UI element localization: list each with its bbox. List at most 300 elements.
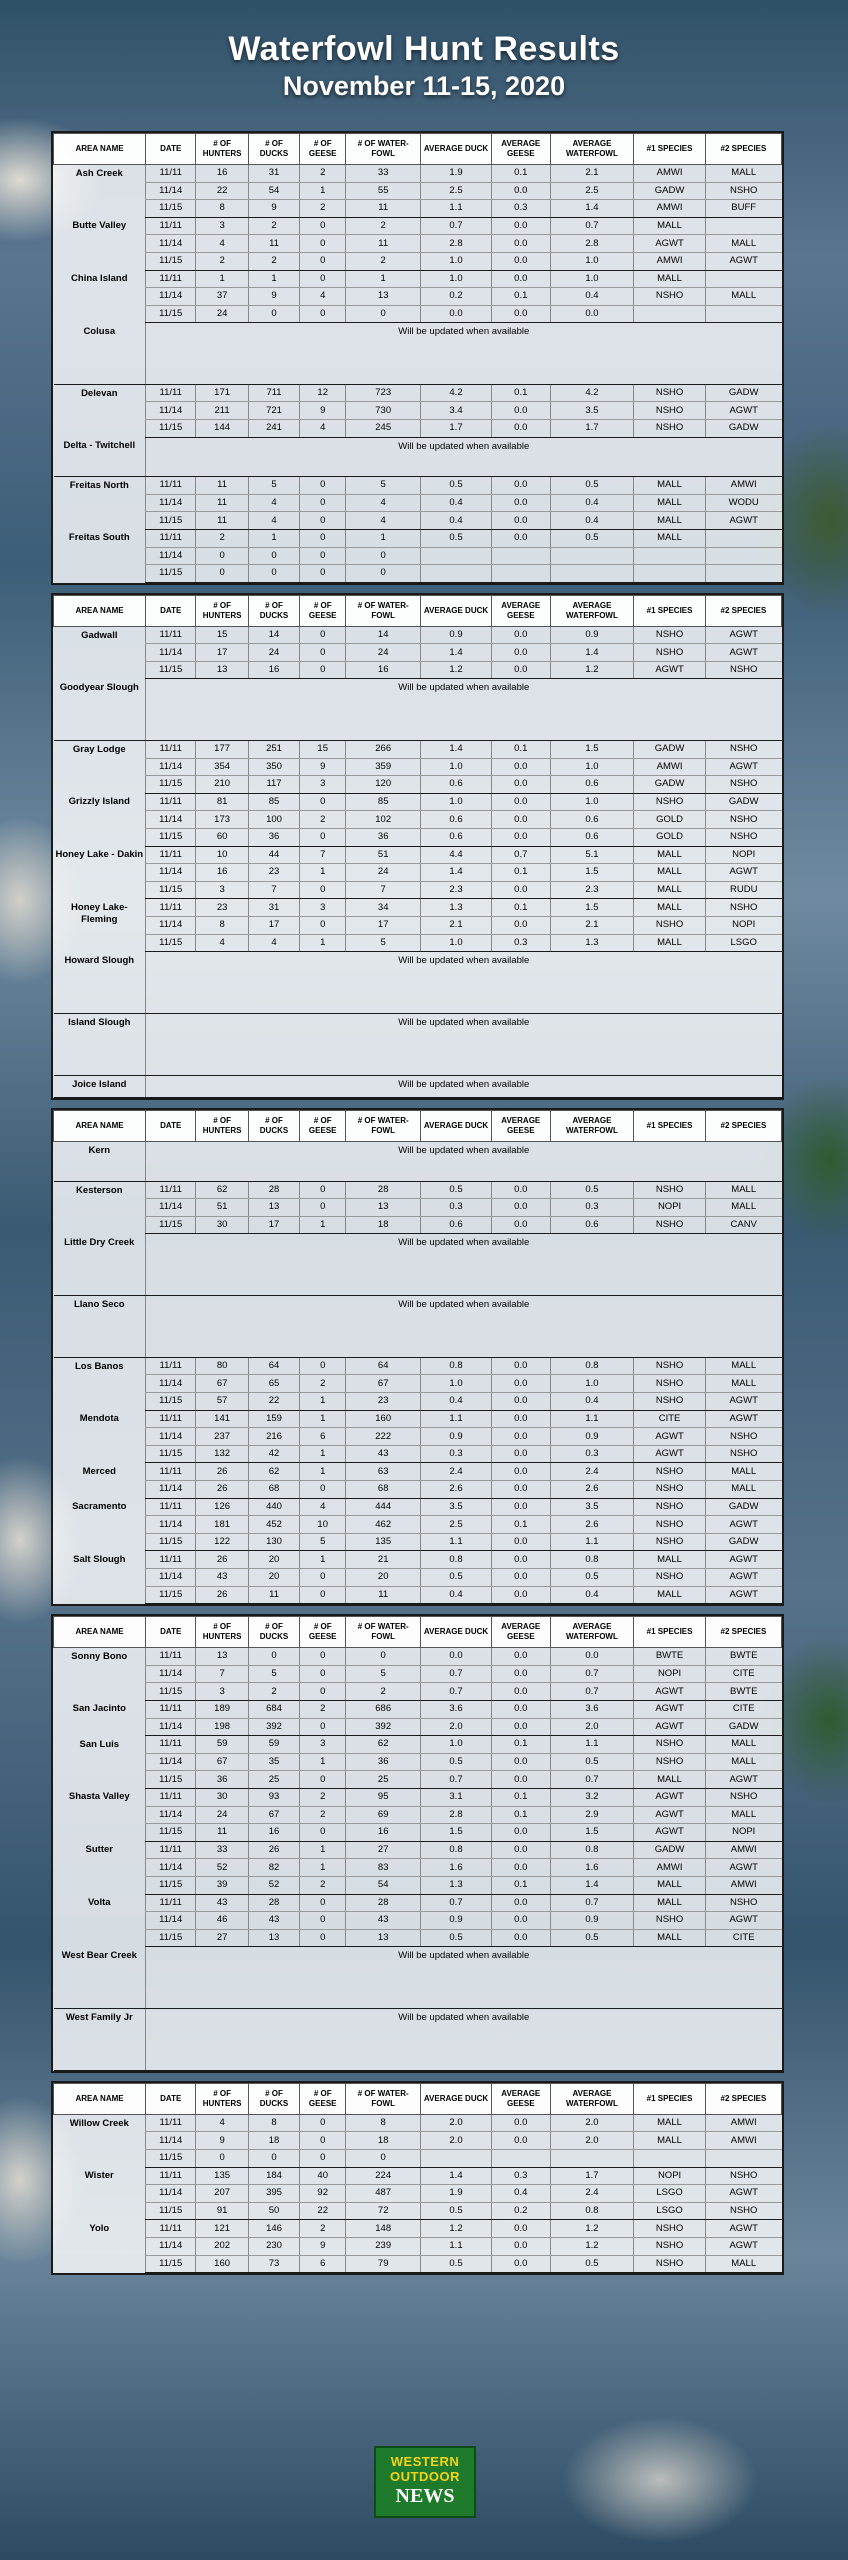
table-cell: 0.5 <box>550 1753 634 1771</box>
table-cell: 11/14 <box>146 547 196 565</box>
table-cell: 16 <box>248 1824 299 1842</box>
table-cell: 72 <box>346 2202 421 2220</box>
table-cell: 5 <box>346 934 421 952</box>
table-cell <box>421 2149 492 2167</box>
table-cell: 0 <box>300 661 346 679</box>
table-cell: 33 <box>196 1841 248 1859</box>
table-row <box>54 2149 782 2167</box>
table-cell: NSHO <box>634 1569 706 1587</box>
table-row <box>54 934 782 952</box>
pending-note: Will be updated when available <box>146 437 782 477</box>
table-cell: NOPI <box>634 1199 706 1217</box>
table-cell: 36 <box>346 828 421 846</box>
table-cell: 11/15 <box>146 881 196 899</box>
table-row <box>54 2114 782 2132</box>
table-row <box>54 1428 782 1446</box>
table-cell: 0.0 <box>491 1498 550 1516</box>
table-cell: 210 <box>196 776 248 794</box>
table-cell: 2.0 <box>550 1718 634 1736</box>
table-cell: AGWT <box>705 2237 781 2255</box>
table-cell: 2.0 <box>550 2132 634 2150</box>
column-header: AVERAGE GEESE <box>491 1110 550 1141</box>
table-row <box>54 864 782 882</box>
table-row <box>54 1841 782 1859</box>
logo-line-3: NEWS <box>395 2485 455 2507</box>
table-cell: 0.7 <box>550 1683 634 1701</box>
table-cell: 1.0 <box>550 793 634 811</box>
table-cell: 11 <box>346 235 421 253</box>
table-cell: 0.0 <box>491 1586 550 1604</box>
table-cell: 0.5 <box>421 2255 492 2273</box>
table-row <box>54 1357 782 1375</box>
table-cell: CITE <box>634 1410 706 1428</box>
table-cell: RUDU <box>705 881 781 899</box>
table-cell: 62 <box>346 1736 421 1754</box>
table-cell: 1.7 <box>421 420 492 438</box>
table-cell: 43 <box>346 1445 421 1463</box>
results-table <box>53 133 782 583</box>
area-name: Island Slough <box>54 1013 146 1075</box>
table-cell: NSHO <box>634 1181 706 1199</box>
column-header: # OF DUCKS <box>248 1110 299 1141</box>
table-cell: 13 <box>248 1929 299 1947</box>
table-row <box>54 2008 782 2070</box>
table-cell: LSGO <box>634 2202 706 2220</box>
table-cell: 0.0 <box>550 1648 634 1666</box>
table-cell: CITE <box>705 1929 781 1947</box>
table-cell: 24 <box>248 644 299 662</box>
table-cell: AGWT <box>634 1428 706 1446</box>
area-name: San Luis <box>79 1738 120 1750</box>
table-cell: 30 <box>196 1216 248 1234</box>
table-cell: 216 <box>248 1428 299 1446</box>
table-cell: 22 <box>248 1393 299 1411</box>
table-cell: 0.5 <box>550 1929 634 1947</box>
table-cell: AGWT <box>634 1718 706 1736</box>
table-row <box>54 1498 782 1516</box>
table-row <box>54 1824 782 1842</box>
table-cell: 8 <box>196 916 248 934</box>
table-cell: MALL <box>634 477 706 495</box>
table-cell: 22 <box>300 2202 346 2220</box>
table-cell: MALL <box>634 270 706 288</box>
table-cell: 0.4 <box>550 288 634 306</box>
table-cell: 0.6 <box>550 1216 634 1234</box>
table-cell: 0.1 <box>491 740 550 758</box>
table-cell <box>550 565 634 583</box>
table-cell: 0 <box>300 1771 346 1789</box>
table-cell: 81 <box>196 793 248 811</box>
table-cell: 3 <box>300 776 346 794</box>
table-cell: 51 <box>196 1199 248 1217</box>
table-cell: 0.9 <box>421 626 492 644</box>
table-cell: 0 <box>300 547 346 565</box>
table-cell: 0.0 <box>491 1648 550 1666</box>
table-cell: 2.1 <box>550 165 634 183</box>
table-row <box>54 811 782 829</box>
table-cell: MALL <box>634 2132 706 2150</box>
table-cell: 684 <box>248 1700 299 1718</box>
table-cell: 11/11 <box>146 2167 196 2185</box>
table-cell: 2.4 <box>550 2185 634 2203</box>
table-cell: 711 <box>248 384 299 402</box>
pending-note: Will be updated when available <box>146 1013 782 1075</box>
table-cell: 0 <box>300 2114 346 2132</box>
page-subtitle: November 11-15, 2020 <box>282 71 566 101</box>
table-cell: 144 <box>196 420 248 438</box>
table-cell: AGWT <box>705 2185 781 2203</box>
table-cell: GADW <box>705 1498 781 1516</box>
table-cell: 92 <box>300 2185 346 2203</box>
table-cell: AMWI <box>634 165 706 183</box>
table-cell: 198 <box>196 1718 248 1736</box>
table-cell: 1.4 <box>550 200 634 218</box>
pending-note: Will be updated when available <box>146 952 782 1014</box>
column-header: #2 SPECIES <box>705 2083 781 2114</box>
table-cell: 1.9 <box>421 2185 492 2203</box>
column-header: # OF WATER-FOWL <box>346 1110 421 1141</box>
table-cell: 0.8 <box>550 2202 634 2220</box>
column-header: AVERAGE DUCK <box>421 595 492 626</box>
table-header-row <box>54 1110 782 1141</box>
table-cell: 11/11 <box>146 529 196 547</box>
table-cell: 11/14 <box>146 1753 196 1771</box>
table-cell: 2.8 <box>421 235 492 253</box>
table-cell: 11/11 <box>146 1410 196 1428</box>
table-cell: 1.2 <box>550 2237 634 2255</box>
table-cell: 11/14 <box>146 811 196 829</box>
table-cell: 11/15 <box>146 305 196 323</box>
area-name: Freitas South <box>68 532 130 544</box>
table-cell: 0.0 <box>491 1375 550 1393</box>
table-row <box>54 1718 782 1736</box>
table-cell: 0 <box>300 828 346 846</box>
table-row <box>54 1533 782 1551</box>
table-row <box>54 1648 782 1666</box>
table-row <box>54 2237 782 2255</box>
table-cell: 35 <box>248 1753 299 1771</box>
table-cell: 11/11 <box>146 1648 196 1666</box>
table-cell: MALL <box>705 1463 781 1481</box>
table-cell: 11/15 <box>146 1393 196 1411</box>
table-cell: MALL <box>634 1586 706 1604</box>
table-cell: 0.5 <box>421 477 492 495</box>
table-row <box>54 217 782 235</box>
results-tables <box>51 131 784 2283</box>
area-name: Willow Creek <box>69 2117 129 2129</box>
table-row <box>54 1569 782 1587</box>
table-cell: 3 <box>300 899 346 917</box>
results-table-block <box>51 131 784 585</box>
table-cell: 11/11 <box>146 384 196 402</box>
table-cell: 2.9 <box>550 1806 634 1824</box>
table-row <box>54 661 782 679</box>
table-cell: 686 <box>346 1700 421 1718</box>
table-cell: 64 <box>346 1357 421 1375</box>
table-cell: 11 <box>196 477 248 495</box>
table-cell: 0 <box>300 1586 346 1604</box>
table-cell: 2 <box>346 252 421 270</box>
western-outdoor-news-logo[interactable] <box>374 2446 476 2518</box>
table-cell: 2.6 <box>550 1481 634 1499</box>
table-cell: 55 <box>346 182 421 200</box>
results-table-block <box>51 2081 784 2275</box>
table-cell: 65 <box>248 1375 299 1393</box>
table-cell: 0.6 <box>421 828 492 846</box>
table-cell: 266 <box>346 740 421 758</box>
table-cell: 1.6 <box>421 1859 492 1877</box>
table-cell: 2 <box>300 2220 346 2238</box>
area-name: Kern <box>54 1141 146 1181</box>
table-row <box>54 644 782 662</box>
table-cell: 0.0 <box>491 2114 550 2132</box>
table-cell: 126 <box>196 1498 248 1516</box>
table-cell: 11/15 <box>146 934 196 952</box>
table-cell: 16 <box>248 661 299 679</box>
table-cell: MALL <box>705 1753 781 1771</box>
table-cell: 0 <box>300 626 346 644</box>
table-cell: AGWT <box>705 1393 781 1411</box>
table-cell <box>634 305 706 323</box>
table-cell: MALL <box>705 235 781 253</box>
table-cell: 0 <box>346 305 421 323</box>
table-cell: 0.5 <box>421 1753 492 1771</box>
table-cell <box>634 2149 706 2167</box>
table-cell: 13 <box>196 1648 248 1666</box>
table-cell: NSHO <box>705 1445 781 1463</box>
table-cell: AGWT <box>705 1569 781 1587</box>
table-cell: 26 <box>196 1586 248 1604</box>
table-cell: 0 <box>300 1683 346 1701</box>
table-cell: 2 <box>196 529 248 547</box>
table-cell: 0.0 <box>491 1445 550 1463</box>
column-header: AVERAGE GEESE <box>491 134 550 165</box>
table-cell: 5 <box>248 477 299 495</box>
table-row <box>54 1876 782 1894</box>
area-name: China Island <box>71 273 128 285</box>
table-cell: 51 <box>346 846 421 864</box>
table-cell: 0.5 <box>421 1929 492 1947</box>
table-cell: 4 <box>196 2114 248 2132</box>
table-cell: 0.0 <box>491 1199 550 1217</box>
table-cell: 8 <box>248 2114 299 2132</box>
table-row <box>54 1736 782 1754</box>
table-cell: 0 <box>346 2149 421 2167</box>
table-cell: AMWI <box>705 2132 781 2150</box>
table-cell: 132 <box>196 1445 248 1463</box>
table-cell: 160 <box>196 2255 248 2273</box>
table-cell: 0.1 <box>491 288 550 306</box>
table-cell: 224 <box>346 2167 421 2185</box>
table-cell: 1.5 <box>550 899 634 917</box>
table-cell: 440 <box>248 1498 299 1516</box>
table-cell: 11/14 <box>146 1516 196 1534</box>
table-cell: 0.0 <box>491 1753 550 1771</box>
table-cell: 0.0 <box>491 402 550 420</box>
column-header: DATE <box>146 134 196 165</box>
table-cell: 0 <box>300 1718 346 1736</box>
table-cell: 141 <box>196 1410 248 1428</box>
table-cell: 11/14 <box>146 1718 196 1736</box>
table-row <box>54 1516 782 1534</box>
table-cell: 159 <box>248 1410 299 1428</box>
table-cell: AGWT <box>705 512 781 530</box>
table-cell: 11 <box>196 494 248 512</box>
table-cell <box>491 565 550 583</box>
table-cell: 0.0 <box>491 2220 550 2238</box>
table-cell: 42 <box>248 1445 299 1463</box>
table-cell: 0.2 <box>491 2202 550 2220</box>
table-cell: 3.5 <box>421 1498 492 1516</box>
table-cell: 0.0 <box>491 1859 550 1877</box>
table-cell: 1.2 <box>421 2220 492 2238</box>
table-row <box>54 1141 782 1181</box>
table-cell: 0.8 <box>421 1357 492 1375</box>
table-cell: 22 <box>196 182 248 200</box>
table-cell: 11/11 <box>146 165 196 183</box>
table-cell: 28 <box>248 1894 299 1912</box>
table-row <box>54 529 782 547</box>
table-cell: NSHO <box>634 1375 706 1393</box>
table-cell <box>421 547 492 565</box>
table-cell: 36 <box>196 1771 248 1789</box>
table-cell: 11/14 <box>146 402 196 420</box>
table-cell: CANV <box>705 1216 781 1234</box>
table-row <box>54 477 782 495</box>
table-cell: 0.0 <box>491 477 550 495</box>
table-cell: 0.0 <box>491 644 550 662</box>
column-header: AVERAGE DUCK <box>421 134 492 165</box>
table-cell: 11/15 <box>146 1216 196 1234</box>
table-cell: 177 <box>196 740 248 758</box>
table-cell: 11 <box>196 512 248 530</box>
table-cell: 0 <box>248 2149 299 2167</box>
table-cell: NOPI <box>634 2167 706 2185</box>
column-header: AREA NAME <box>54 134 146 165</box>
table-cell <box>705 270 781 288</box>
table-cell: 0.6 <box>421 811 492 829</box>
table-cell: AMWI <box>705 1841 781 1859</box>
table-cell: 245 <box>346 420 421 438</box>
table-cell: 0.7 <box>550 1665 634 1683</box>
table-row <box>54 252 782 270</box>
table-cell: 0.4 <box>550 512 634 530</box>
table-cell: 241 <box>248 420 299 438</box>
table-cell: 3.1 <box>421 1788 492 1806</box>
table-row <box>54 1181 782 1199</box>
table-cell: 0.0 <box>491 2255 550 2273</box>
table-cell: 13 <box>196 661 248 679</box>
table-cell: 26 <box>196 1481 248 1499</box>
table-cell: MALL <box>705 1357 781 1375</box>
table-cell: 462 <box>346 1516 421 1534</box>
table-cell: 0.1 <box>491 1788 550 1806</box>
table-cell: 2.5 <box>550 182 634 200</box>
table-cell: 9 <box>196 2132 248 2150</box>
table-cell: 2 <box>196 252 248 270</box>
area-name: Butte Valley <box>72 220 127 232</box>
table-cell: 11 <box>346 200 421 218</box>
table-cell: 0.0 <box>491 828 550 846</box>
table-cell: 0.7 <box>421 217 492 235</box>
table-cell: AGWT <box>705 864 781 882</box>
table-cell: 5 <box>346 1665 421 1683</box>
table-cell: 11/14 <box>146 494 196 512</box>
table-cell: 1.3 <box>550 934 634 952</box>
table-cell: 10 <box>300 1516 346 1534</box>
table-cell: NSHO <box>634 384 706 402</box>
table-cell: 52 <box>248 1876 299 1894</box>
table-cell <box>705 305 781 323</box>
table-cell: 730 <box>346 402 421 420</box>
table-cell: 11/14 <box>146 2237 196 2255</box>
table-cell: 100 <box>248 811 299 829</box>
table-cell: 25 <box>248 1771 299 1789</box>
table-cell: BWTE <box>634 1648 706 1666</box>
table-cell: NSHO <box>634 1753 706 1771</box>
table-row <box>54 402 782 420</box>
table-cell: 11/14 <box>146 288 196 306</box>
table-cell: 0.6 <box>421 776 492 794</box>
table-cell: 1.6 <box>550 1859 634 1877</box>
table-cell: 0.0 <box>491 1533 550 1551</box>
table-cell: 26 <box>196 1463 248 1481</box>
table-cell: 13 <box>346 1929 421 1947</box>
table-cell: WODU <box>705 494 781 512</box>
table-cell: AGWT <box>705 2220 781 2238</box>
table-cell: 0.0 <box>491 916 550 934</box>
table-cell: MALL <box>634 881 706 899</box>
table-cell: NSHO <box>705 740 781 758</box>
table-cell: 14 <box>346 626 421 644</box>
table-cell: 43 <box>248 1912 299 1930</box>
table-cell: 11/14 <box>146 235 196 253</box>
table-cell: 11/15 <box>146 1876 196 1894</box>
table-row <box>54 182 782 200</box>
table-cell: NSHO <box>634 1516 706 1534</box>
table-cell: 1 <box>300 1410 346 1428</box>
table-cell: 2 <box>300 1375 346 1393</box>
table-cell: GADW <box>634 740 706 758</box>
table-cell: 2 <box>248 1683 299 1701</box>
table-cell: 222 <box>346 1428 421 1446</box>
table-cell: 0.9 <box>421 1912 492 1930</box>
table-cell: NSHO <box>634 793 706 811</box>
table-cell: NSHO <box>705 811 781 829</box>
area-name: Gadwall <box>81 629 118 641</box>
table-cell <box>634 565 706 583</box>
table-cell: GADW <box>705 384 781 402</box>
table-cell: NSHO <box>634 402 706 420</box>
table-cell: 2.0 <box>421 2132 492 2150</box>
table-cell: 7 <box>300 846 346 864</box>
table-cell: 0 <box>300 252 346 270</box>
table-cell: 57 <box>196 1393 248 1411</box>
table-cell: AGWT <box>705 644 781 662</box>
table-cell <box>634 547 706 565</box>
table-cell: 0.0 <box>491 305 550 323</box>
table-cell: 2.4 <box>550 1463 634 1481</box>
table-cell: 1.0 <box>421 793 492 811</box>
table-cell: 0 <box>300 2149 346 2167</box>
table-row <box>54 1586 782 1604</box>
column-header: # OF HUNTERS <box>196 1110 248 1141</box>
table-cell: 1.0 <box>421 252 492 270</box>
area-name: West Family Jr <box>54 2008 146 2070</box>
table-cell: 0.1 <box>491 899 550 917</box>
table-cell: 0.5 <box>550 529 634 547</box>
table-cell: 24 <box>346 864 421 882</box>
